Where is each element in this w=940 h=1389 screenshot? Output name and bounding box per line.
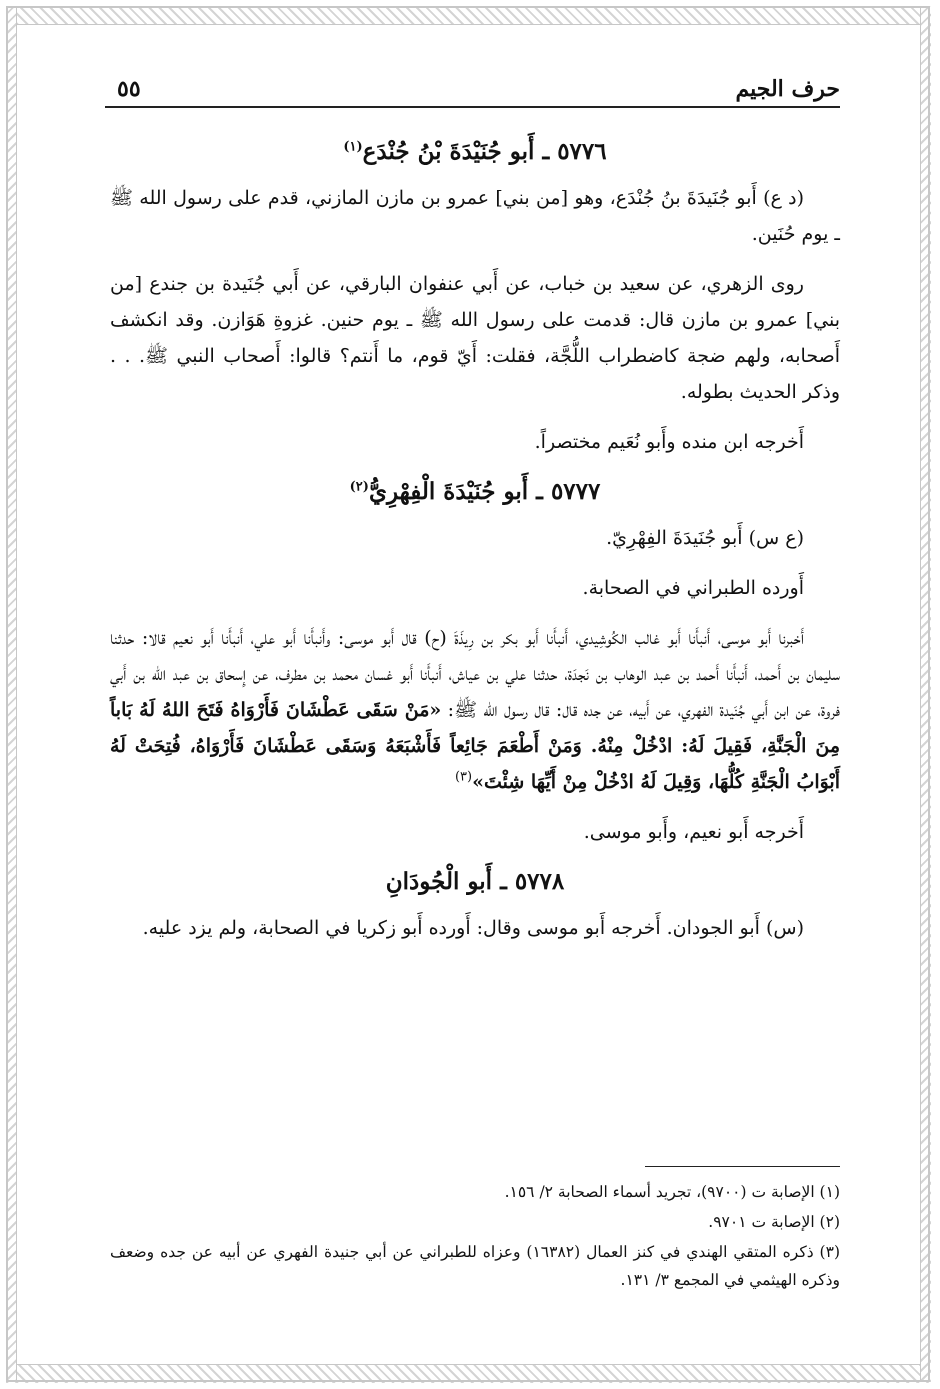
footnotes — [110, 1178, 840, 1296]
entry-title: ٥٧٧٨ ـ أَبو الْجُودَانِ — [385, 868, 565, 895]
footnote-mark: (٢) — [349, 479, 369, 495]
isnad-text: أَخبرنا أَبو موسى، أَنبأَنا أَبو غالب الكُوشِيدي، أَنبأَنا أَبو بكر بن رِيذَةَ (ح) قال أَبو موسى: وأَنبأَنا أَبو علي، أَنبأَنا أَبو نعيم قالا: حدثنا سليمان بن أَحمد، أَنبأَنا أَحمد بن عبد الوهاب بن نَجدَة، حدثنا علي بن عياش، أَنبأَنا أَبو غسان محمد بن مطرف، عن إِسحاق بن عبد الله بن أَبي فروة، عن ابن أَبي جُنَيدة الفهري، عن أَبيه، عن جده قال: قال رسول الله ﷺ: — [110, 627, 841, 721]
entry-title: ٥٧٧٧ ـ أَبو جُنَيْدَةَ الْفِهْرِيُّ — [368, 478, 601, 505]
entry-paragraph: (س) أَبو الجودان. أَخرجه أَبو موسى وقال: أَورده أَبو زكريا في الصحابة، ولم يزد عليه. — [142, 917, 804, 939]
entry-paragraph: أَخرجه أَبو نعيم، وأَبو موسى. — [583, 821, 804, 843]
entry-paragraph: أَورده الطبراني في الصحابة. — [582, 577, 804, 599]
entry-paragraph: روى الزهري، عن سعيد بن خباب، عن أَبي عنفوان البارقي، عن أَبي جُنَيدة بن جندع [من بني] عمرو بن مازن قال: قدمت على رسول الله ﷺ ـ يوم حنين. غزوةِ هَوَازن. وقد انكشف أَصحابه، ولهم ضجة كاضطراب اللُّجَّة، فقلت: أَيّ قوم، ما أَنتم؟ قالوا: أَصحاب النبي ﷺ. . . وذكر الحديث بطوله. — [110, 273, 840, 403]
footnote-2: (٢) الإصابة ت ٩٧٠١. — [708, 1213, 840, 1231]
page-number: ٥٥ — [117, 76, 141, 102]
entry-paragraph-with-hadith — [110, 620, 840, 800]
page-body — [110, 128, 840, 960]
footnote-separator — [645, 1166, 840, 1167]
entry-paragraph: (د ع) أَبو جُنَيدَةَ بنُ جُنْدَع، وهو [من بني] عمرو بن مازن المازني، قدم على رسول الله ﷺ ـ يوم حُنَين. — [110, 187, 840, 245]
running-title: حرف الجيم — [735, 76, 840, 102]
page-header — [105, 66, 840, 108]
entry-paragraph: أَخرجه ابن منده وأَبو نُعَيم مختصراً. — [534, 431, 804, 453]
footnote-3: (٣) ذكره المتقي الهندي في كنز العمال (١٦٣٨٢) وعزاه للطبراني عن أبي جنيدة الفهري عن أبيه عن جده وضعف وذكره الهيثمي في المجمع ٣/ ١٣١. — [110, 1243, 840, 1289]
entry-heading-5777 — [110, 474, 840, 510]
entry-heading-5778 — [110, 864, 840, 900]
entry-title: ٥٧٧٦ ـ أَبو جُنَيْدَةَ بْنُ جُنْدَع — [362, 138, 607, 165]
hadith-text: «مَنْ سَقَى عَطْشَانَ فَأَرْوَاهُ فَتَحَ اللهُ لَهُ بَاباً مِنَ الْجَنَّةِ، فَقِيلَ لَهُ: ادْخُلْ مِنْهُ. وَمَنْ أَطْعَمَ جَائِعاً فَأَشْبَعَهُ وَسَقَى عَطْشَانَ فَأَرْوَاهُ، فُتِحَتْ لَهُ أَبْوَابُ الْجَنَّةِ كُلُّهَا، وَقِيلَ لَهُ ادْخُلْ مِنْ أَيِّهَا شِئْتَ» — [110, 699, 840, 793]
footnote-mark: (١) — [343, 139, 363, 155]
entry-paragraph: (ع س) أَبو جُنَيدَةَ الفِهْرِيّ. — [606, 527, 804, 549]
entry-heading-5776 — [110, 134, 840, 170]
footnote-1: (١) الإصابة ت (٩٧٠٠)، تجريد أسماء الصحابة ٢/ ١٥٦. — [504, 1183, 840, 1201]
footnote-mark: (٣) — [454, 769, 473, 785]
